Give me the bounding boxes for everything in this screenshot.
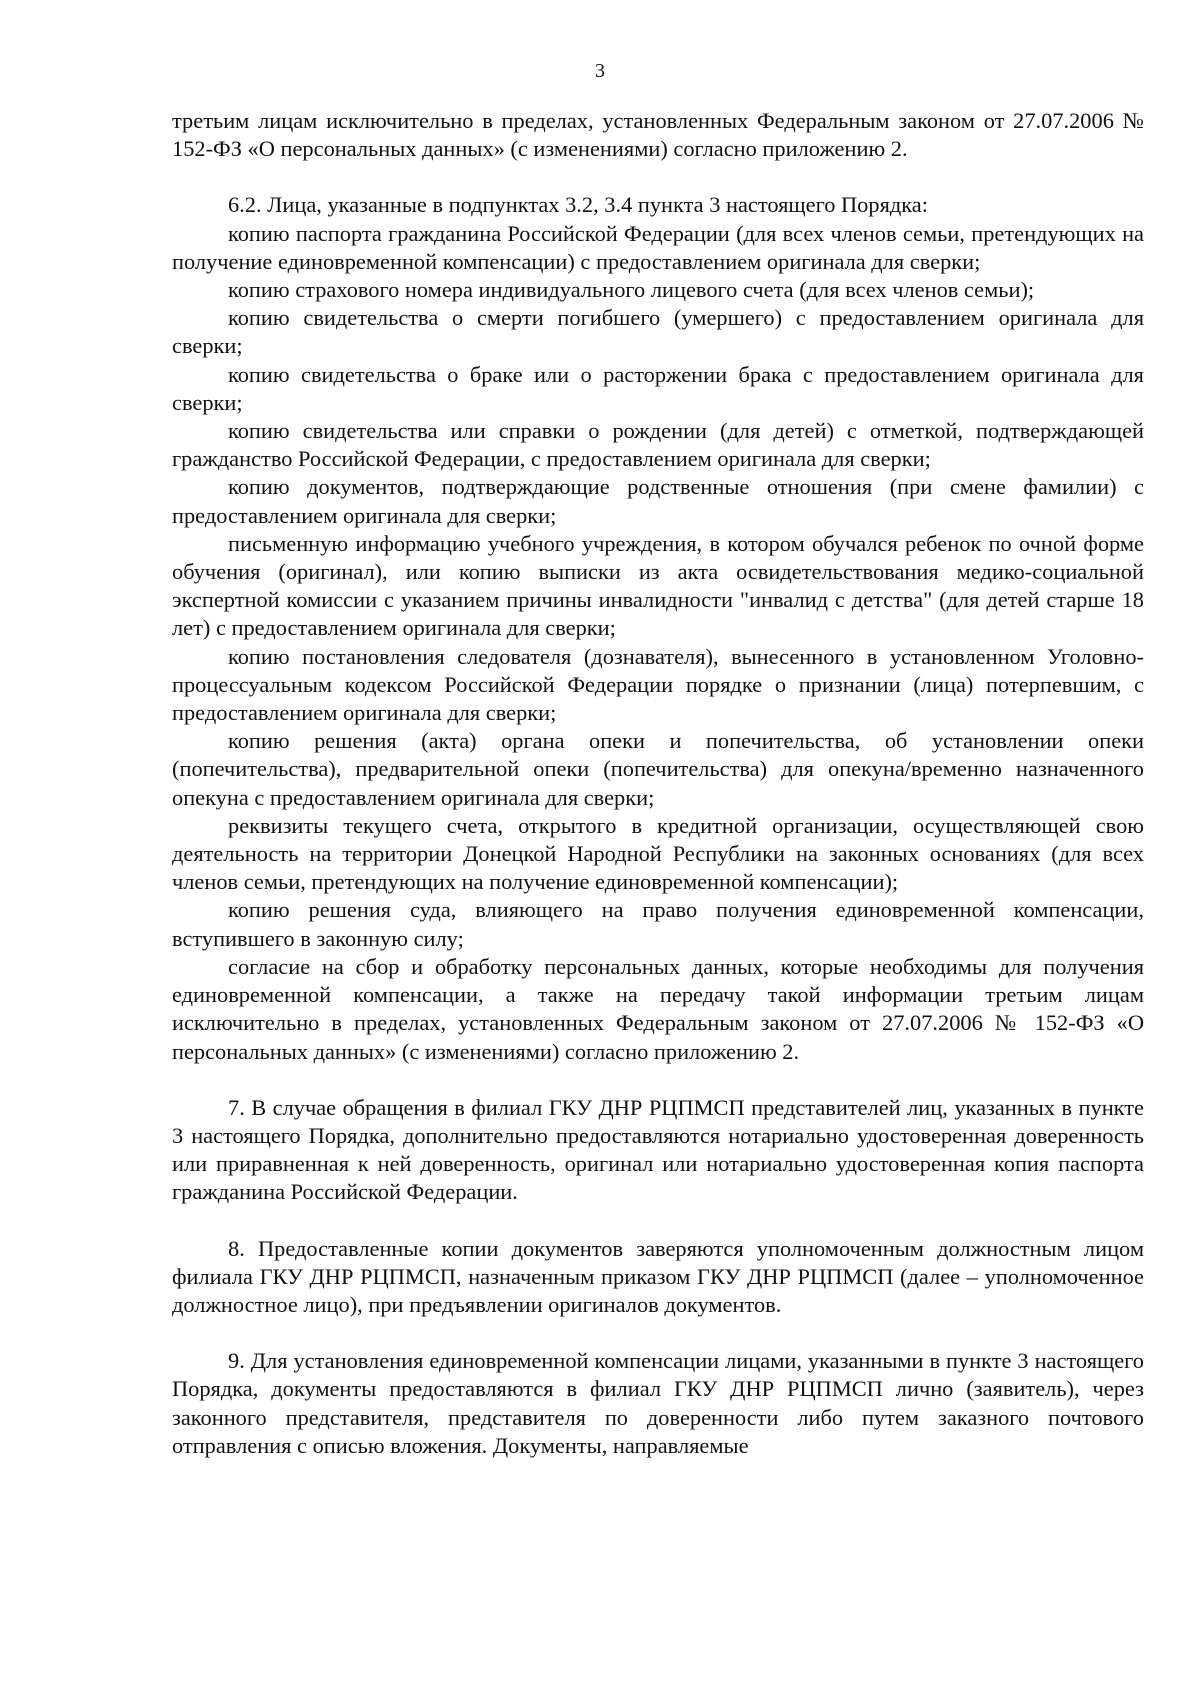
list-item-school-information: письменную информацию учебного учреждения, в котором обучался ребенок по очной форме обучения (оригинал), или копию выписки из акта освидетельствования медико-социальной экспертной комиссии с указанием причины инвалидности "инвалид с детства" (для детей старше 18 лет) с предоставлением оригинала для сверки; [172,530,1144,641]
list-item-guardianship-decision: копию решения (акта) органа опеки и попечительства, об установлении опеки (попечительства), предварительной опеки (попечительства) для опекуна/временно назначенного опекуна с предоставлением оригинала для сверки; [172,728,1144,810]
paragraph-9: 9. Для установления единовременной компенсации лицами, указанными в пункте 3 настоящего Порядка, документы предоставляются в филиал ГКУ ДНР РЦПМСП лично (заявитель), через законного представителя, представителя по доверенности либо путем заказного почтового отправления с описью вложения. Документы, направляемые [172,1348,1144,1458]
list-item-insurance-number: копию страхового номера индивидуального лицевого счета (для всех членов семьи); [228,277,1035,303]
paragraph-6-2-heading: 6.2. Лица, указанные в подпунктах 3.2, 3.4 пункта 3 настоящего Порядка: [228,192,928,218]
paragraph-7: 7. В случае обращения в филиал ГКУ ДНР РЦПМСП представителей лиц, указанных в пункте 3 настоящего Порядка, дополнительно предоставляются нотариально удостоверенная доверенность или приравненная к ней доверенность, оригинал или нотариально удостоверенная копия паспорта гражданина Российской Федерации. [172,1094,1144,1205]
list-item-bank-account-details: реквизиты текущего счета, открытого в кредитной организации, осуществляющей свою деятельность на территории Донецкой Народной Республики на законных основаниях (для всех членов семьи, претендующих на получение единовременной компенсации); [172,812,1144,895]
list-item-passport-copy: копию паспорта гражданина Российской Федерации (для всех членов семьи, претендующих на получение единовременной компенсации) с предоставлением оригинала для сверки; [172,220,1144,274]
page-number: 3 [595,60,605,82]
list-item-birth-certificate: копию свидетельства или справки о рождении (для детей) с отметкой, подтверждающей гражданство Российской Федерации, с предоставлением оригинала для сверки; [172,418,1144,472]
list-item-death-certificate: копию свидетельства о смерти погибшего (умершего) с предоставлением оригинала для сверки; [172,305,1144,359]
paragraph-8: 8. Предоставленные копии документов заверяются уполномоченным должностным лицом филиала ГКУ ДНР РЦПМСП, назначенным приказом ГКУ ДНР РЦПМСП (далее – уполномоченное должностное лицо), при предъявлении оригиналов документов. [172,1235,1144,1317]
document-body [172,107,1144,1460]
paragraph-continuation: третьим лицам исключительно в пределах, установленных Федеральным законом от 27.07.2006 № 152-ФЗ «О персональных данных» (с изменениями) согласно приложению 2. [172,108,1144,162]
list-item-marriage-certificate: копию свидетельства о браке или о расторжении брака с предоставлением оригинала для сверки; [172,361,1144,415]
list-item-personal-data-consent: согласие на сбор и обработку персональных данных, которые необходимы для получения единовременной компенсации, а также на передачу такой информации третьим лицам исключительно в пределах, установленных Федеральным законом от 27.07.2006 № 152-ФЗ «О персональных данных» (с изменениями) согласно приложению 2. [172,953,1144,1064]
list-item-investigator-resolution: копию постановления следователя (дознавателя), вынесенного в установленном Уголовно-процессуальным кодексом Российской Федерации порядке о признании (лица) потерпевшим, с предоставлением оригинала для сверки; [172,643,1144,726]
list-item-court-decision: копию решения суда, влияющего на право получения единовременной компенсации, вступившего в законную силу; [172,897,1144,951]
list-item-kinship-documents: копию документов, подтверждающие родственные отношения (при смене фамилии) с предоставлением оригинала для сверки; [172,474,1144,528]
